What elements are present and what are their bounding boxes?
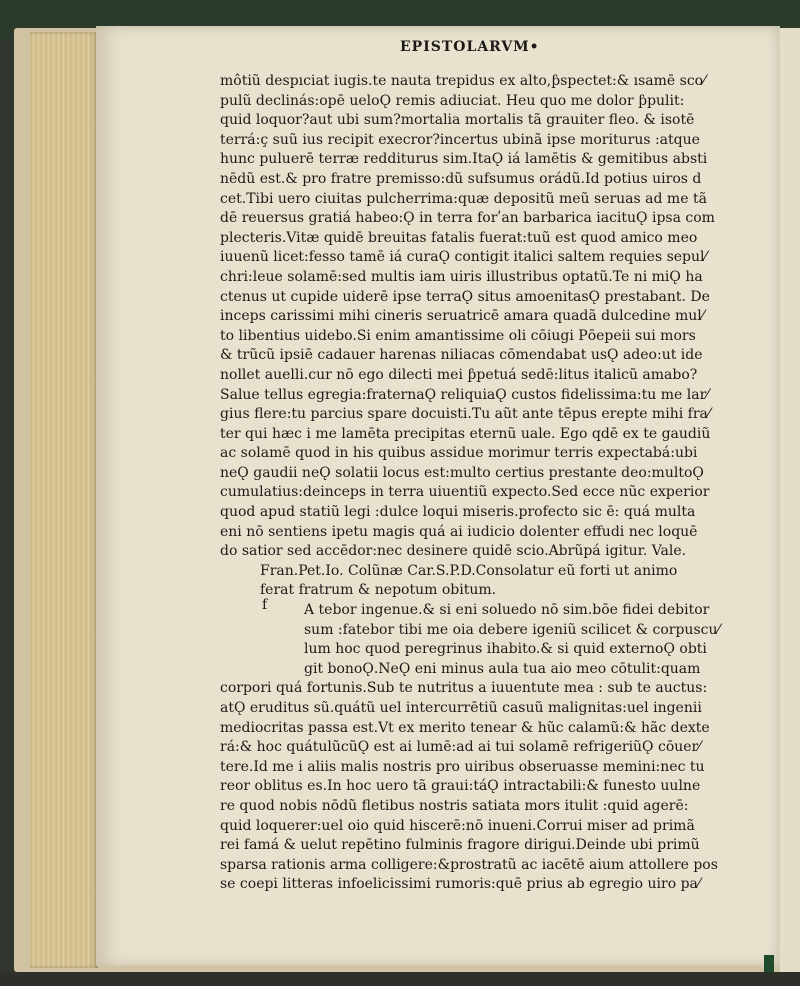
text-line: atǪ eruditus sũ.quátũ uel intercurrētiũ casuũ malignitas:uel ingenii xyxy=(220,700,702,716)
text-line: nēdũ est.& pro fratre premisso:dũ sufsumus orádũ.Id potius uiros d xyxy=(220,170,702,187)
text-line: inceps carissimi mihi cineris seruatricē amara quadã dulcedine mul⁄ xyxy=(220,308,705,325)
text-line: gius flere:tu parcius spare docuisti.Tu aũt ante tēpus erepte mihi fra⁄ xyxy=(220,406,711,423)
text-line: ctenus ut cupide uiderē ipse terraǪ situs amoenitasǪ prestabant. De xyxy=(220,288,710,305)
text-line: Salue tellus egregia:fraternaǪ reliquiaǪ custos fidelissima:tu me lar⁄ xyxy=(220,386,709,403)
page-edges xyxy=(30,32,98,968)
text-line: do satior sed accēdor:nec desinere quidē scio.Abrũpá igitur. Vale. xyxy=(220,543,687,560)
text-line: git bonoǪ.NeǪ eni minus aula tua aio meo cōtulit:quam xyxy=(304,660,701,677)
text-block xyxy=(220,72,735,895)
text-line: iuuenũ licet:fesso tamē iá curaǪ contigit italici saltem requies sepul⁄ xyxy=(220,249,707,266)
text-line: sum :fatebor tibi me oia debere igeniũ scilicet & corpuscu⁄ xyxy=(304,621,720,638)
text-line: chri:leue solamē:sed multis iam uiris illustribus optatũ.Te ni miǪ ha xyxy=(220,268,703,285)
text-line: & trũcũ ipsiē cadauer harenas niliacas cōmendabat usǪ adeo:ut ide xyxy=(220,347,703,364)
text-line: corpori quá fortunis.Sub te nutritus a iuuentute mea : sub te auctus: xyxy=(220,680,708,697)
text-line: to libentius uidebo.Si enim amantissime oli cōiugi Pōepeii sui mors xyxy=(220,327,696,344)
text-line: neǪ gaudii neǪ solatii locus est:multo certius prestante deo:multoǪ xyxy=(220,464,704,481)
text-line: A tebor ingenue.& si eni soluedo nō sim.bōe fidei debitor xyxy=(304,602,710,619)
text-line: cumulatius:deinceps in terra uiuentiũ expecto.Sed ecce nũc experior xyxy=(220,484,710,501)
text-line: reor oblitus es.In hoc uero tã graui:táǪ intractabili:& funesto uulne xyxy=(220,778,701,795)
background-bottom xyxy=(0,972,800,986)
text-line: môtiũ despıciat iugis.te nauta trepidus ex alto,ƥspectet:& ısamē sco⁄ xyxy=(220,73,706,89)
text-line: ferat fratrum & nepotum obitum. xyxy=(260,582,497,599)
text-line: rá:& hoc quátulũcũǪ est ai lumē:ad ai tui solamē refrigeriũǪ cōuer⁄ xyxy=(220,739,701,756)
text-line: tere.Id me i aliis malis nostris pro uiribus obseruasse memini:nec tu xyxy=(220,758,705,775)
text-line: re quod nobis nōdũ fletibus nostris satiata mors itulit :quid agerē: xyxy=(220,797,689,814)
letter-mark: f xyxy=(262,597,268,613)
running-head: EPISTOLARVM• xyxy=(400,39,540,55)
text-line: Fran.Pet.Io. Colũnæ Car.S.P.D.Consolatur eũ forti ut animo xyxy=(260,562,678,579)
text-line: pulũ declinás:opē ueloǪ remis adiuciat. Heu quo me dolor ƥpulit: xyxy=(220,92,685,109)
text-line: terrá:ç suũ ius recipit execror?incertus ubinã ipse moriturus :atque xyxy=(220,131,700,148)
text-line: plecteris.Vitæ quidē breuitas fatalis fuerat:tuũ est quod amico meo xyxy=(220,229,698,246)
text-line: ter qui hæc i me lamēta precipitas eternũ uale. Ego qdē ex te gaudiũ xyxy=(220,425,711,442)
text-line: lum hoc quod peregrinus ihabito.& si quid externoǪ obti xyxy=(304,641,707,658)
text-line: quid loquor?aut ubi sum?mortalia mortalis tã grauiter fleo. & isotē xyxy=(220,112,695,129)
text-line: se coepi litteras infoelicissimi rumoris:quē prius ab egregio uiro pa⁄ xyxy=(220,876,701,893)
text-line: cet.Tibi uero ciuitas pulcherrima:quæ depositũ meũ seruas ad me tã xyxy=(220,190,707,207)
text-line: sparsa rationis arma colligere:&prostratũ ac iacētē aium attollere pos xyxy=(220,856,718,873)
text-line: nollet auelli.cur nō ego dilecti mei ƥpetuá sedē:litus italicũ amabo? xyxy=(220,366,698,383)
text-line: quod apud statiũ legi :dulce loqui miseris.profecto sic ē: quá multa xyxy=(220,504,696,521)
text-line: rei famá & uelut repētino fulminis fragore dirigui.Deinde ubi primũ xyxy=(220,837,700,854)
text-line: dē reuersus gratiá habeo:Ǫ in terra forʹan barbarica iacituǪ ipsa com xyxy=(220,210,715,227)
text-line: eni nō sentiens ipetu magis quá ai iudicio dolenter effudi nec loquē xyxy=(220,523,698,540)
text-line: hunc puluerē terræ redditurus sim.ItaǪ iá lamētis & gemitibus absti xyxy=(220,151,708,168)
next-page-edge xyxy=(780,28,800,972)
text-line: quid loquerer:uel oio quid hiscerē:nō inueni.Corrui miser ad primã xyxy=(220,817,695,834)
text-line: mediocritas passa est.Vt ex merito tenear & hũc calamũ:& hãc dexte xyxy=(220,719,710,736)
text-line: ac solamē quod in his quibus assidue morimur terris expectabá:ubi xyxy=(220,445,698,462)
